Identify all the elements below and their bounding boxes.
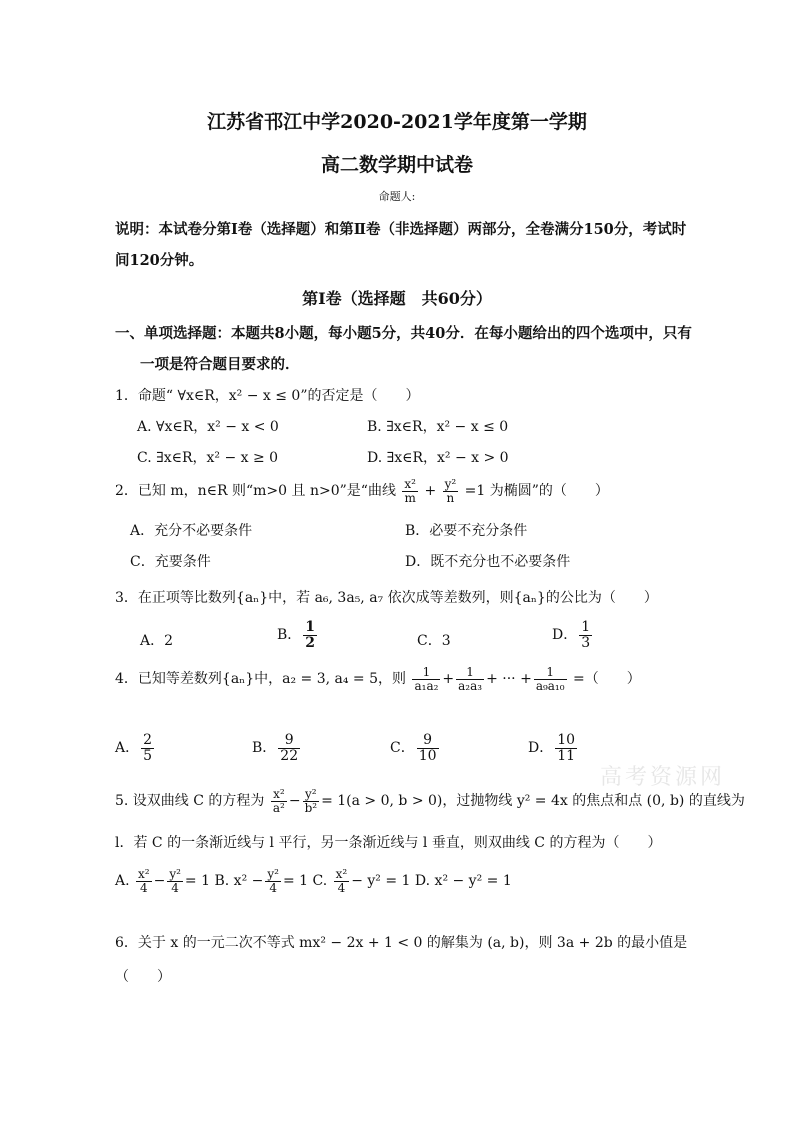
q1-option-a: A. ∀x∈R，x² − x < 0 [137, 419, 279, 435]
q5-line-2: l．若 C 的一条渐近线与 l 平行，另一条渐近线与 l 垂直，则双曲线 C 的方程为（ ） [115, 835, 662, 851]
q4-stem: 4．已知等差数列{aₙ}中，a₂ = 3, a₄ = 5，则 $\frac{1}{\text{a₁a₂}}$ + $\frac{1}{\text{a₂a₃}}$ + ··· + $\frac{1}{\text{a₉a₁₀}}$ =（ ） [115, 665, 641, 693]
notes-line-1: 说明：本试卷分第Ⅰ卷（选择题）和第Ⅱ卷（非选择题）两部分，全卷满分150分，考试时 [115, 221, 687, 238]
q4-option-a: A． $\frac{2}{5}$ [115, 732, 153, 764]
section-1-title: 第Ⅰ卷（选择题 共60分） [302, 289, 492, 308]
section-1-heading-line-1: 一、单项选择题：本题共8小题，每小题5分，共40分．在每小题给出的四个选项中，只有 [115, 325, 692, 342]
q5-option-c: C. $\frac{\text{x²}}{4}$ − y² = 1 [312, 867, 411, 895]
q3-option-c: C．3 [417, 633, 451, 649]
q1-stem: 1．命题“ ∀x∈R，x² − x ≤ 0”的否定是（ ） [115, 388, 420, 404]
q5-option-a: A. $\frac{\text{x²}}{4}$ − $\frac{\text{y²}}{4}$ = 1 [115, 867, 211, 895]
q6-answer-paren: （ ） [115, 969, 171, 985]
q2-plus: + [424, 483, 437, 500]
notes-line-2: 间120分钟。 [115, 252, 204, 269]
q2-fraction-x: $\frac{\text{x²}}{m}$ [404, 477, 416, 505]
q2-fraction-y: $\frac{\text{y²}}{n}$ [444, 477, 457, 505]
q2-stem-pre: 2．已知 m，n∈R 则“m>0 且 n>0”是“曲线 [115, 483, 396, 500]
q2-option-c: C．充要条件 [130, 554, 211, 570]
watermark: 高考资源网 [600, 765, 726, 790]
exam-title: 江苏省邗江中学2020-2021学年度第一学期 [207, 111, 587, 133]
section-1-heading-line-2: 一项是符合题目要求的． [140, 356, 300, 373]
q2-option-b: B．必要不充分条件 [405, 523, 528, 539]
q4-option-d: D． $\frac{10}{11}$ [528, 732, 576, 764]
q5-options [115, 868, 512, 894]
q3-option-b: B． $\frac{1}{2}$ [277, 619, 316, 651]
author-line: 命题人: [378, 190, 416, 203]
q1-option-c: C. ∃x∈R，x² − x ≥ 0 [137, 450, 279, 466]
q3-option-a: A．2 [140, 633, 174, 649]
q5-option-d: D. x² − y² = 1 [414, 873, 512, 890]
q4-option-c: C． $\frac{9}{10}$ [390, 732, 437, 764]
q5-stem: 5. 设双曲线 C 的方程为 $\frac{\text{x²}}{\text{a²}}$ − $\frac{\text{y²}}{\text{b²}}$ = 1(a > 0, b > 0)，过抛物线 y² = 4x 的焦点和点 (0, b) 的直线为 [115, 787, 745, 815]
q5-option-b: B. x² − $\frac{\text{y²}}{4}$ = 1 [214, 867, 309, 895]
q2-stem-post: =1 为椭圆”的（ ） [464, 483, 609, 500]
q2-stem [115, 478, 609, 504]
q6-stem: 6．关于 x 的一元二次不等式 mx² − 2x + 1 < 0 的解集为 (a, b)，则 3a + 2b 的最小值是 [115, 935, 688, 951]
q1-option-b: B. ∃x∈R，x² − x ≤ 0 [367, 419, 509, 435]
q2-option-a: A．充分不必要条件 [130, 523, 253, 539]
q3-option-d: D． $\frac{1}{3}$ [552, 619, 591, 651]
q1-option-d: D. ∃x∈R，x² − x > 0 [367, 450, 509, 466]
q2-option-d: D．既不充分也不必要条件 [405, 554, 571, 570]
q4-option-b: B． $\frac{9}{22}$ [252, 732, 299, 764]
q3-stem: 3．在正项等比数列{aₙ}中，若 a₆, 3a₅, a₇ 依次成等差数列，则{aₙ}的公比为（ ） [115, 590, 658, 606]
exam-subtitle: 高二数学期中试卷 [320, 154, 473, 176]
